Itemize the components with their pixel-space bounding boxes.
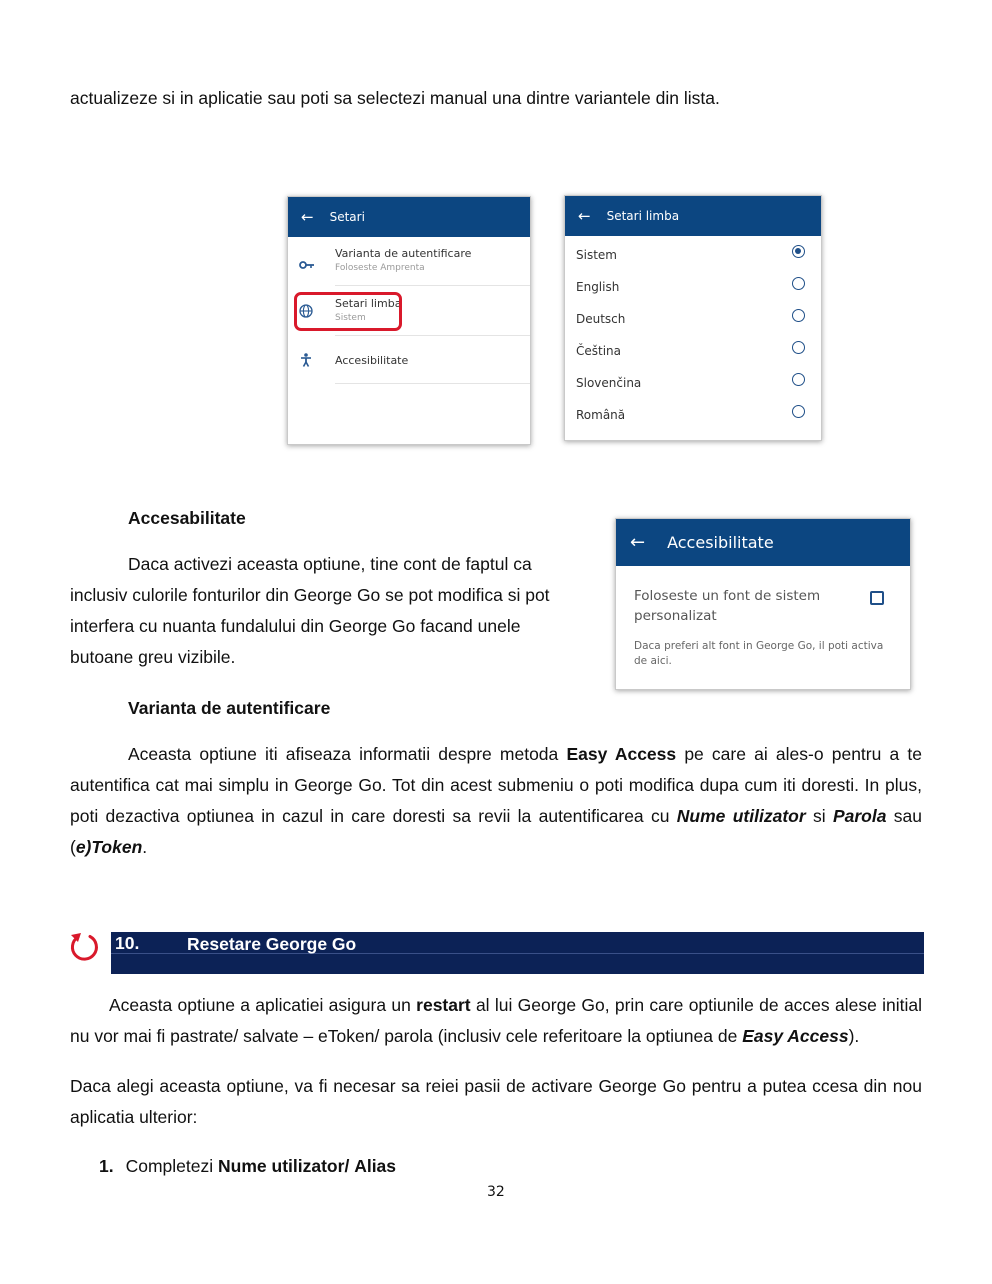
- settings-header-title: Setari: [329, 210, 365, 224]
- auth-text: (: [70, 837, 76, 857]
- language-option-label: English: [576, 280, 620, 294]
- reset-paragraph-2: Daca alegi aceasta optiune, va fi necesar sa reiei pasii de activare George Go pentru a putea ccesa din nou aplicatia ulterior:: [70, 1076, 922, 1127]
- language-radio: [792, 277, 805, 290]
- language-option-label: Čeština: [576, 344, 622, 358]
- language-header: [565, 196, 821, 236]
- section-number: 10.: [115, 933, 140, 953]
- language-option-label: Slovenčina: [576, 376, 642, 390]
- alias-term: Alias: [354, 1156, 397, 1176]
- easy-access-term: Easy Access: [742, 1026, 849, 1046]
- language-radio-selected: [792, 245, 805, 258]
- highlight-box: [294, 292, 402, 331]
- reset-text: Aceasta optiune a aplicatiei asigura un: [109, 995, 411, 1015]
- auth-text: si: [812, 806, 826, 826]
- accessibility-paragraph: Daca activezi aceasta optiune, tine cont de faptul ca inclusiv culorile fonturilor din George Go se pot modifica si pot interfera cu nuanta fundalului din George Go facand unele butoane greu vizibile.: [70, 554, 550, 667]
- accessibility-heading: Accesabilitate: [128, 508, 246, 528]
- back-arrow-icon: ←: [301, 208, 314, 226]
- settings-item-language-title: Setari limba: [335, 297, 402, 310]
- username-term: Nume utilizator: [676, 806, 806, 826]
- list-text: Completezi: [125, 1156, 214, 1176]
- restart-icon: [68, 931, 100, 968]
- auth-heading: Varianta de autentificare: [128, 698, 331, 718]
- settings-header: [288, 197, 530, 237]
- password-term: Parola: [832, 806, 887, 826]
- accessibility-screenshot: [615, 518, 911, 690]
- language-screenshot: [564, 195, 822, 441]
- font-option-checkbox: [870, 591, 884, 605]
- back-arrow-icon: ←: [578, 207, 591, 225]
- page-number: 32: [487, 1184, 505, 1200]
- etoken-term: e)Token: [75, 837, 143, 857]
- username-term: Nume utilizator: [218, 1156, 345, 1176]
- list-item: [99, 1151, 396, 1182]
- auth-text: sau: [893, 806, 922, 826]
- key-icon: [299, 255, 315, 275]
- list-separator: /: [344, 1156, 350, 1176]
- section-header: [111, 932, 924, 974]
- settings-item-auth: [335, 247, 471, 273]
- auth-text: .: [142, 837, 148, 857]
- accessibility-header: [616, 519, 910, 566]
- auth-text: Aceasta optiune iti afiseaza informatii despre metoda: [128, 744, 559, 764]
- reset-paragraph-1: [70, 990, 922, 1052]
- language-option-label: Sistem: [576, 248, 617, 262]
- language-radio: [792, 341, 805, 354]
- language-option-label: Deutsch: [576, 312, 626, 326]
- language-radio: [792, 405, 805, 418]
- reset-text: ).: [848, 1026, 860, 1046]
- accessibility-icon: [300, 352, 312, 372]
- font-option-note: Daca preferi alt font in George Go, il poti activa de aici.: [634, 640, 884, 667]
- language-radio: [792, 373, 805, 386]
- section-title: Resetare George Go: [187, 934, 357, 954]
- list-number: 1.: [99, 1156, 114, 1176]
- language-header-title: Setari limba: [606, 209, 680, 223]
- accessibility-header-title: Accesibilitate: [667, 533, 774, 552]
- auth-paragraph: [70, 739, 922, 863]
- font-option-label: Foloseste un font de sistem personalizat: [634, 588, 821, 624]
- auth-text: pe care ai ales-o pentru a te autentifica cat mai simplu in George Go. Tot din acest submeniu o poti modifica dupa cum iti doresti. In plus, poti dezactiva optiunea in cazul in care doresti sa revii la autentificarea cu: [70, 744, 922, 826]
- settings-item-accessibility: Accesibilitate: [335, 354, 409, 367]
- language-option-label: Română: [576, 408, 626, 422]
- settings-item-auth-title: Varianta de autentificare: [335, 247, 472, 260]
- language-radio: [792, 309, 805, 322]
- intro-text: actualizeze si in aplicatie sau poti sa selectezi manual una dintre variantele din lista.: [70, 88, 720, 108]
- restart-term: restart: [416, 995, 471, 1015]
- settings-item-language-subtitle: Sistem: [335, 313, 366, 323]
- back-arrow-icon: ←: [630, 532, 646, 553]
- settings-item-auth-subtitle: Foloseste Amprenta: [335, 263, 425, 273]
- settings-screenshot: [287, 196, 531, 445]
- reset-text: al lui George Go, prin care optiunile de acces alese initial nu vor mai fi pastrate/ salvate – eToken/ parola (inclusiv cele referitoare la optiunea de: [70, 995, 922, 1046]
- easy-access-term: Easy Access: [566, 744, 677, 764]
